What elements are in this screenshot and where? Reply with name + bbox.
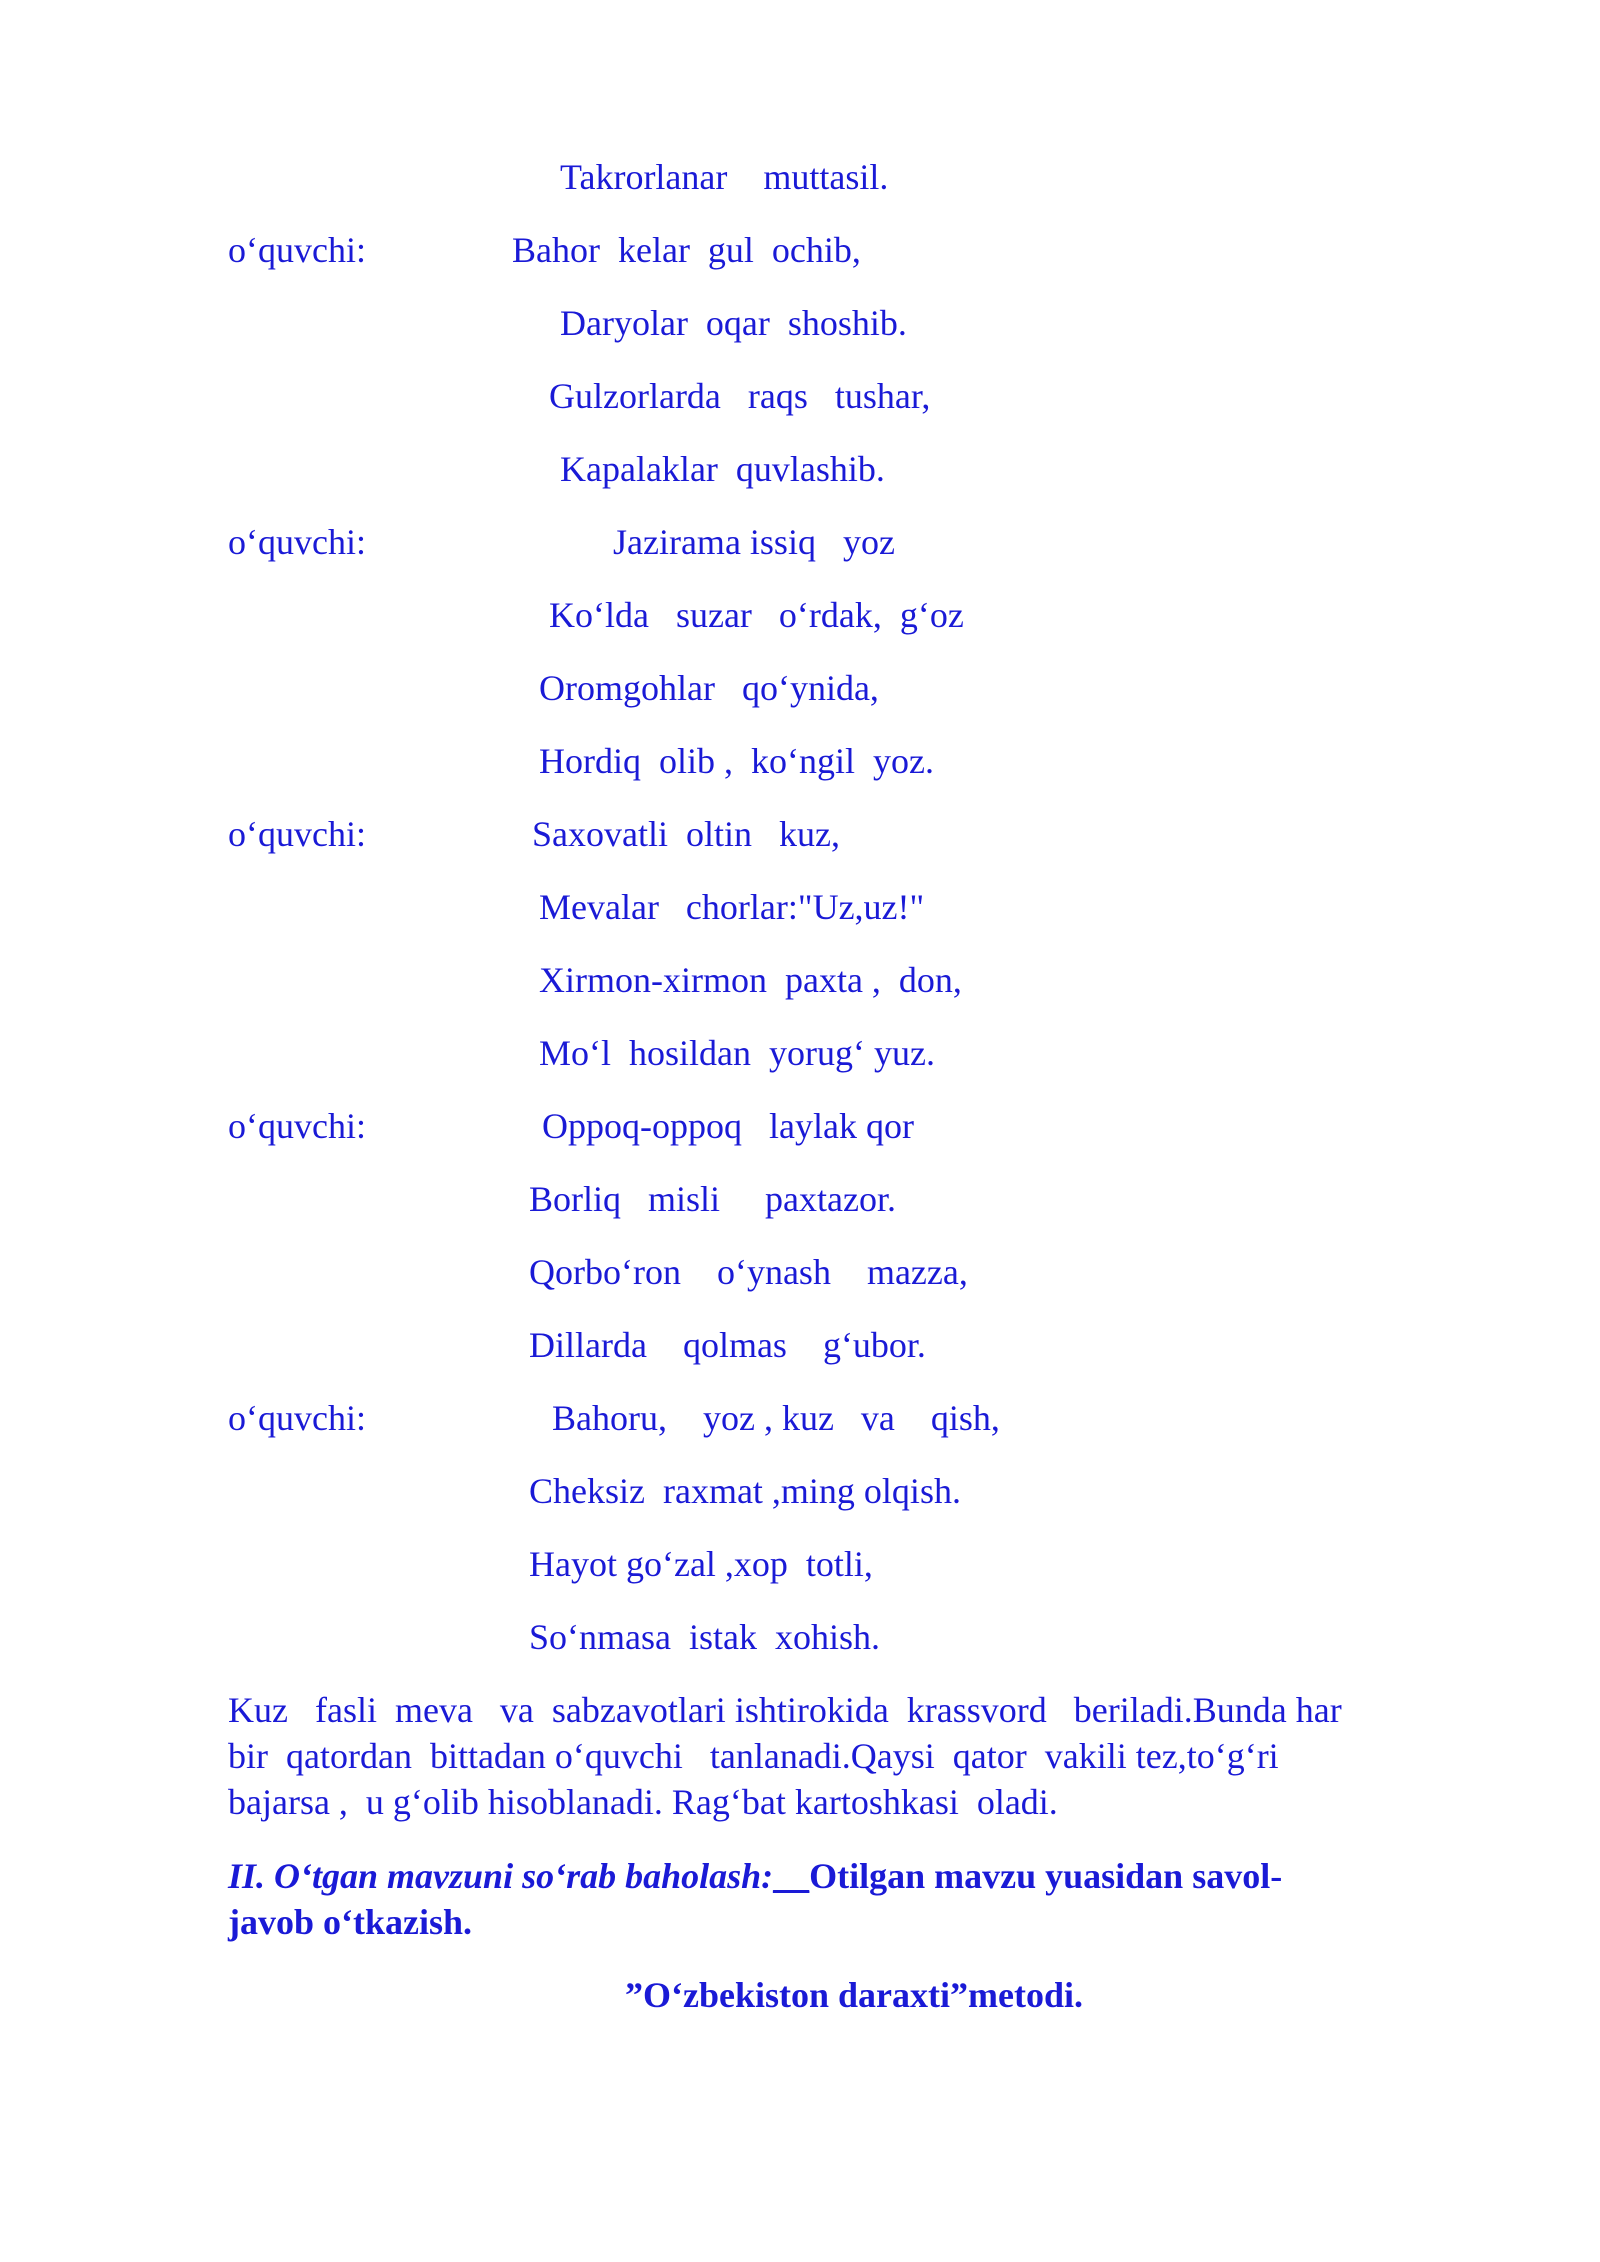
paragraph-line: Kuz fasli meva va sabzavotlari ishtirokida krassvord beriladi.Bunda har xyxy=(228,1690,1342,1730)
paragraph-line: bajarsa , u g‘olib hisoblanadi. Rag‘bat kartoshkasi oladi. xyxy=(228,1782,1058,1822)
speaker-label: o‘quvchi: xyxy=(228,1398,366,1438)
poem-line: Ko‘lda suzar o‘rdak, g‘oz xyxy=(549,595,964,635)
section-heading-continued xyxy=(228,1899,1480,1945)
poem-line: Mo‘l hosildan yorug‘ yuz. xyxy=(539,1033,935,1073)
poem-line: Jazirama issiq yoz xyxy=(613,522,895,562)
poem-line: Hordiq olib , ko‘ngil yoz. xyxy=(539,741,934,781)
poem-line: Mevalar chorlar:"Uz,uz!" xyxy=(539,887,925,927)
speaker-label: o‘quvchi: xyxy=(228,522,366,562)
poem-line: Dillarda qolmas g‘ubor. xyxy=(529,1325,926,1365)
poem-line: Borliq misli paxtazor. xyxy=(529,1179,896,1219)
poem-line: So‘nmasa istak xohish. xyxy=(529,1617,880,1657)
poem-line: Kapalaklar quvlashib. xyxy=(560,449,885,489)
poem-line: Qorbo‘ron o‘ynash mazza, xyxy=(529,1252,968,1292)
poem-line: Takrorlanar muttasil. xyxy=(560,157,889,197)
poem-line: Xirmon-xirmon paxta , don, xyxy=(539,960,962,1000)
section-title: II. O‘tgan mavzuni so‘rab baholash: xyxy=(228,1856,774,1896)
section-rest: Otilgan mavzu yuasidan savol- xyxy=(809,1856,1283,1896)
poem-line: Saxovatli oltin kuz, xyxy=(532,814,840,854)
paragraph-line: bir qatordan bittadan o‘quvchi tanlanadi.Qaysi qator vakili tez,to‘g‘ri xyxy=(228,1736,1279,1776)
poem-line: Daryolar oqar shoshib. xyxy=(560,303,907,343)
poem-line: Bahor kelar gul ochib, xyxy=(512,230,861,270)
section-rest-2: javob o‘tkazish. xyxy=(228,1902,473,1942)
poem-line: Bahoru, yoz , kuz va qish, xyxy=(552,1398,1000,1438)
poem-line: Gulzorlarda raqs tushar, xyxy=(549,376,931,416)
speaker-label: o‘quvchi: xyxy=(228,230,366,270)
poem-line: Hayot go‘zal ,xop totli, xyxy=(529,1544,873,1584)
speaker-label: o‘quvchi: xyxy=(228,1106,366,1146)
section-heading xyxy=(228,1853,1480,1899)
speaker-label: o‘quvchi: xyxy=(228,814,366,854)
poem-line: Cheksiz raxmat ,ming olqish. xyxy=(529,1471,961,1511)
poem-line: Oromgohlar qo‘ynida, xyxy=(539,668,879,708)
section-gap: __ xyxy=(773,1856,810,1896)
method-title: ”O‘zbekiston daraxti”metodi. xyxy=(625,1975,1083,2015)
poem-line: Oppoq-oppoq laylak qor xyxy=(542,1106,914,1146)
